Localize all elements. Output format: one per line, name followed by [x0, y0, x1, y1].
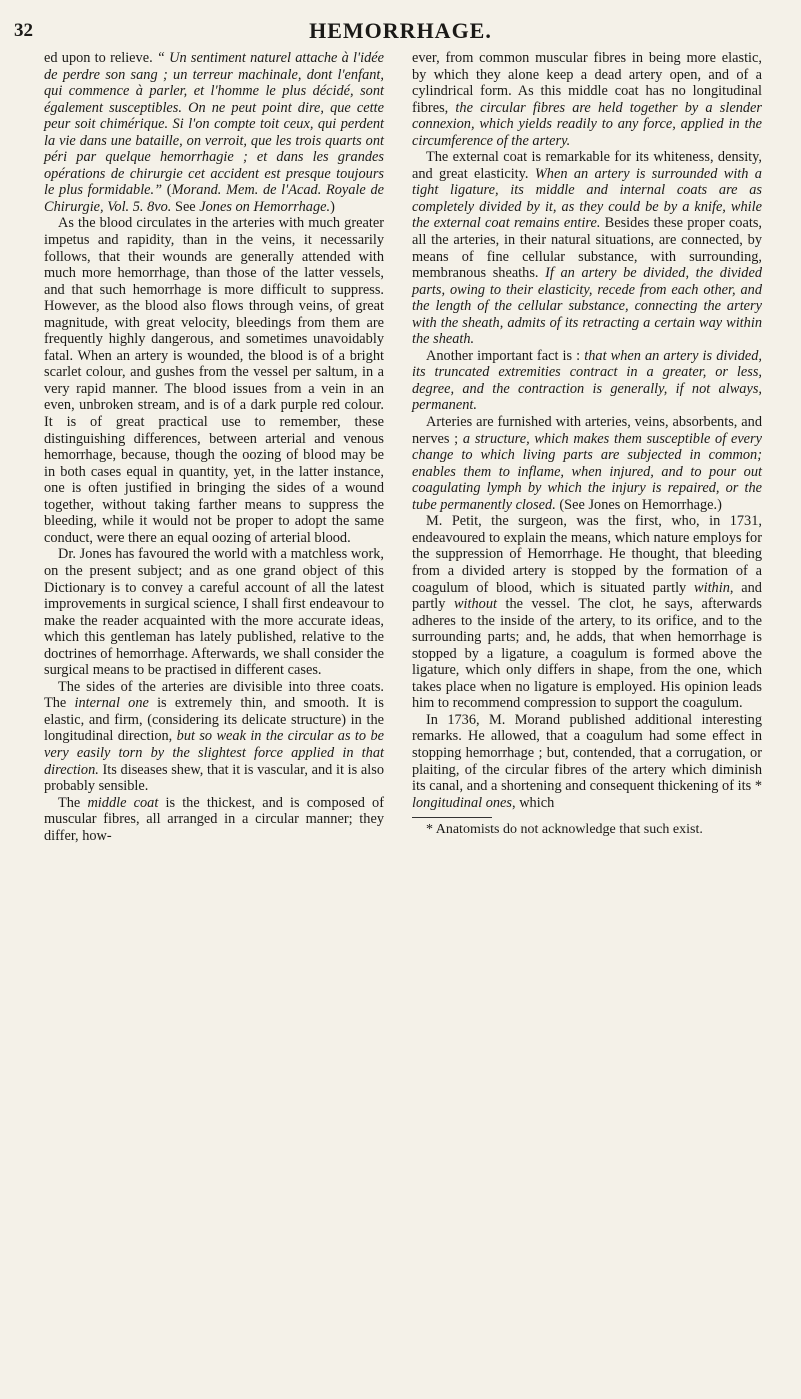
- left-paragraph-2: As the blood circulates in the arteries with much greater impetus and rapidity, than in the veins, it necessarily follows, that their wounds are generally attended with much more hemorrhage, than those of the latter vessels, and that such hemorrhage is more difficult to suppress. However, as the blood also flows through veins, of great magnitude, with great velocity, bleedings from them are frequently highly dangerous, and sometimes unavoidably fatal. When an artery is wounded, the blood is of a bright scarlet colour, and gushes from the vessel per saltum, in a very rapid manner. The blood issues from a vein in an even, unbroken stream, and is of a dark purple red colour. It is of great practical use to remember, these distinguishing differences, between arterial and venous hemorrhage, because, though the oozing of blood may be in both cases equal in quantity, yet, in the latter instance, one is often justified in bringing the sides of a wound together, without taking farther means to suppress the bleeding, while it would not be proper to adopt the same conduct, were there an equal oozing of arterial blood.: [44, 215, 384, 546]
- left-paragraph-3: Dr. Jones has favoured the world with a matchless work, on the present subject; and as one grand object of this Dictionary is to convey a careful account of all the latest improvements in surgical science, I shall first endeavour to make the reader acquainted with the more accurate ideas, which this gentleman has lately published, relative to the doctrines of hemorrhage. Afterwards, we shall consider the surgical means to be practised in different cases.: [44, 546, 384, 679]
- footnote-rule: [412, 817, 492, 818]
- footnote: * Anatomists do not acknowledge that such exist.: [426, 822, 703, 838]
- right-paragraph-4: Arteries are furnished with arteries, veins, absorbents, and nerves ; a structure, which makes them susceptible of every change to which living parts are subjected in common; enables them to inflame, when injured, and to pour out coagulating lymph by which the injury is repaired, or the tube permanently closed. (See Jones on Hemorrhage.): [412, 414, 763, 513]
- right-paragraph-5: M. Petit, the surgeon, was the first, who, in 1731, endeavoured to explain the means, which nature employs for the suppression of Hemorrhage. He thought, that bleeding from a divided artery is stopped by the formation of a coagulum of blood, which is situated partly within, and partly without the vessel. The clot, he says, afterwards adheres to the inside of the artery, to its orifice, and to the surrounding parts; and, he adds, that when hemorrhage is stopped by a ligature, a coagulum is formed above the ligature, which only differs in shape, from the one, which takes place when no ligature is employed. His opinion leads him to recommend compression to support the coagulum.: [412, 513, 762, 712]
- right-column: [412, 50, 762, 838]
- right-paragraph-2: The external coat is remarkable for its whiteness, density, and great elasticity. When an artery is surrounded with a tight ligature, its middle and internal coats are as completely divided by it, as they could be by a knife, while the external coat remains entire. Besides these proper coats, all the arteries, in their natural situations, are connected, by means of fine cellular substance, with surrounding, membranous sheaths. If an artery be divided, the divided parts, owing to their elasticity, recede from each other, and the length of the cellular substance, connecting the artery with the sheath, admits of its retracting a certain way within the sheath.: [412, 149, 763, 348]
- right-paragraph-1: ever, from common muscular fibres in being more elastic, by which they alone keep a dead artery open, and of a cylindrical form. As this middle coat has no longitudinal fibres, the circular fibres are held together by a slender connexion, which yields readily to any force, applied in the circumference of the artery.: [412, 50, 762, 149]
- right-paragraph-3: Another important fact is : that when an artery is divided, its truncated extremities contract in a greater, or less, degree, and the contraction is generally, if not always, permanent.: [412, 347, 762, 414]
- left-column: [44, 50, 384, 844]
- left-paragraph-5: The middle coat is the thickest, and is composed of muscular fibres, all arranged in a circular manner; they differ, how-: [44, 794, 385, 844]
- page-number: 32: [14, 20, 33, 41]
- left-paragraph-1: ed upon to relieve. “ Un sentiment naturel attache à l'idée de perdre son sang ; un terreur machinale, dont l'enfant, qui commence à parler, et l'homme le plus décidé, sont également susceptibles. On ne peut point dire, que cette peur soit chimérique. Si l'on compte toit ceux, qui perdent la vie dans une bataille, on verroit, que les trois quarts ont péri par quelque hemorrhagie ; et dans les grandes opérations de chirurgie cet accident est presque toujours le plus formidable.” (Morand. Mem. de l'Acad. Royale de Chirurgie, Vol. 5. 8vo. See Jones on Hemorrhage.): [44, 50, 384, 215]
- running-head: HEMORRHAGE.: [309, 18, 492, 43]
- right-paragraph-6: In 1736, M. Morand published additional interesting remarks. He allowed, that a coagulum had some effect in stopping hemorrhage ; but, contended, that a corrugation, or plaiting, of the circular fibres of the artery which diminish its canal, and a shortening and consequent thickening of its * longitudinal ones, which: [412, 711, 762, 811]
- left-paragraph-4: The sides of the arteries are divisible into three coats. The internal one is extremely thin, and smooth. It is elastic, and firm, (considering its delicate structure) in the longitudinal direction, but so weak in the circular as to be very easily torn by the slightest force applied in that direction. Its diseases shew, that it is vascular, and it is also probably sensible.: [44, 678, 385, 795]
